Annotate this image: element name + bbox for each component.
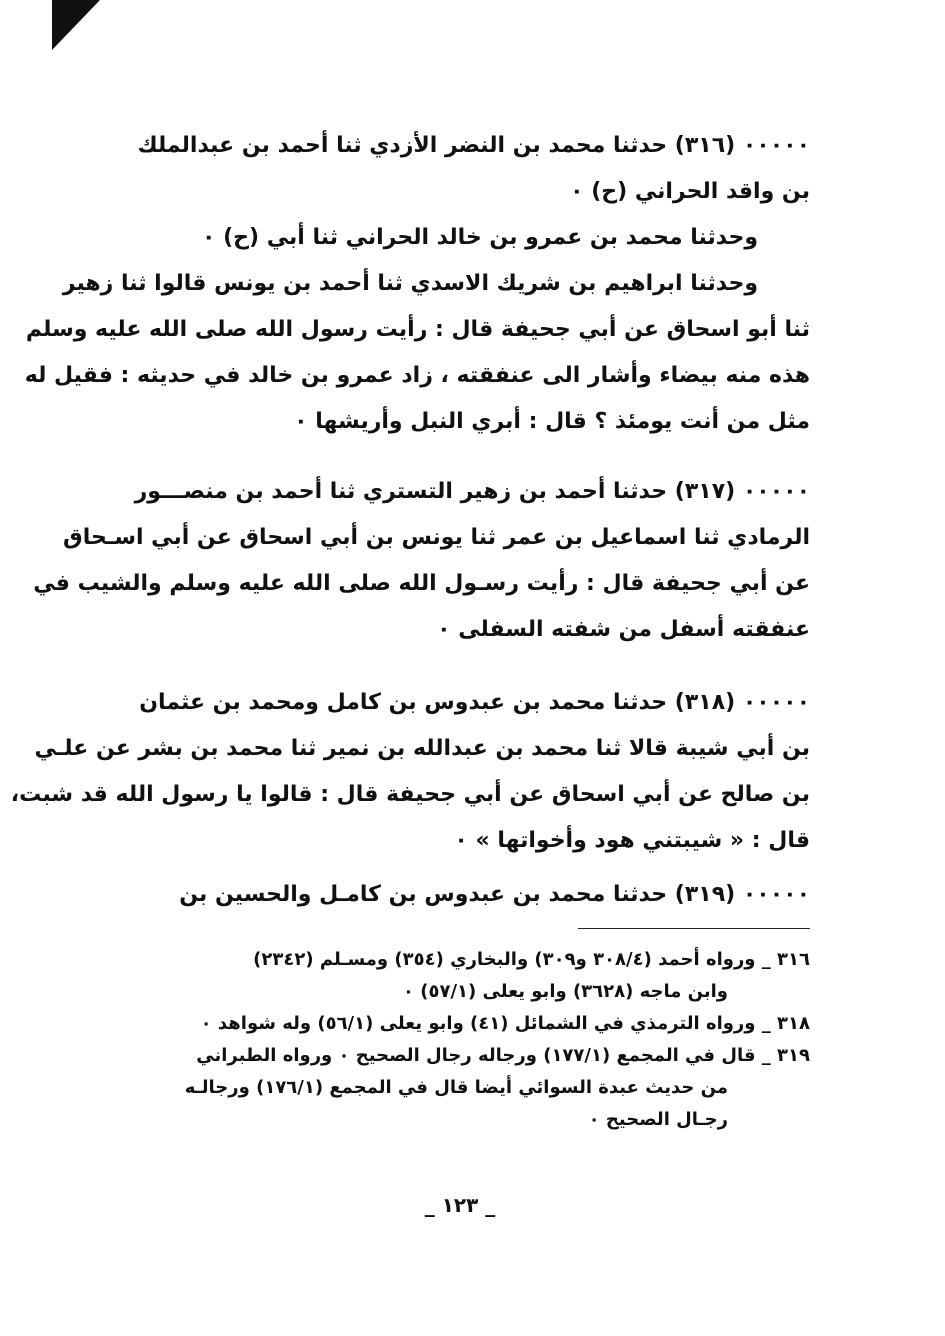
hadith-318-line-1: ٠٠٠٠٠ (٣١٨) حدثنا محمد بن عبدوس بن كامل ومحمد بن عثمان bbox=[139, 690, 810, 715]
hadith-317-block bbox=[33, 469, 810, 653]
hadith-316-line-2: بن واقد الحراني (ح) ٠ bbox=[570, 179, 810, 204]
hadith-318-line-4: قال : « شيبتني هود وأخواتها » ٠ bbox=[454, 828, 810, 853]
hadith-317-line-3: عن أبي جحيفة قال : رأيت رسـول الله صلى الله عليه وسلم والشيب في bbox=[33, 571, 810, 596]
corner-triangle-mark bbox=[52, 0, 100, 50]
hadith-317-line-2: الرمادي ثنا اسماعيل بن عمر ثنا يونس بن أبي اسحاق عن أبي اسـحاق bbox=[63, 525, 810, 550]
hadith-316-line-4: وحدثنا ابراهيم بن شريك الاسدي ثنا أحمد بن يونس قالوا ثنا زهير bbox=[62, 271, 758, 296]
footnote-319-line-1: ٣١٩ _ قال في المجمع (١٧٧/١) ورجاله رجال الصحيح ٠ ورواه الطبراني bbox=[196, 1045, 810, 1066]
footnote-316-line-2: وابن ماجه (٣٦٢٨) وابو يعلى (٥٧/١) ٠ bbox=[402, 981, 728, 1002]
hadith-316-line-1: ٠٠٠٠٠ (٣١٦) حدثنا محمد بن النضر الأزدي ثنا أحمد بن عبدالملك bbox=[137, 133, 810, 158]
hadith-319-line-1: ٠٠٠٠٠ (٣١٩) حدثنا محمد بن عبدوس بن كامـل والحسين بن bbox=[179, 882, 810, 907]
hadith-318-line-3: بن صالح عن أبي اسحاق عن أبي جحيفة قال : قالوا يا رسول الله قد شبت، bbox=[10, 782, 810, 807]
footnote-319-line-3: رجـال الصحيح ٠ bbox=[588, 1109, 728, 1130]
footnote-316-line-1: ٣١٦ _ ورواه أحمد (٣٠٨/٤ و٣٠٩) والبخاري (٣٥٤) ومسـلم (٢٣٤٢) bbox=[253, 949, 810, 970]
hadith-316-line-6: هذه منه بيضاء وأشار الى عنفقته ، زاد عمرو بن خالد في حديثه : فقيل له bbox=[24, 363, 810, 388]
hadith-317-line-1: ٠٠٠٠٠ (٣١٧) حدثنا أحمد بن زهير التستري ثنا أحمد بن منصـــور bbox=[134, 479, 810, 504]
hadith-317-line-4: عنفقته أسفل من شفته السفلى ٠ bbox=[437, 617, 810, 642]
footnotes bbox=[105, 944, 810, 1136]
footnote-319-line-2: من حديث عبدة السوائي أيضا قال في المجمع (١٧٦/١) ورجالـه bbox=[184, 1077, 728, 1098]
hadith-319-block bbox=[105, 872, 810, 918]
hadith-316-line-7: مثل من أنت يومئذ ؟ قال : أبري النبل وأريشها ٠ bbox=[294, 409, 810, 434]
hadith-316-block bbox=[24, 123, 810, 445]
hadith-316-line-3: وحدثنا محمد بن عمرو بن خالد الحراني ثنا أبي (ح) ٠ bbox=[202, 225, 758, 250]
page-number: _ ١٢٣ _ bbox=[424, 1193, 496, 1217]
hadith-318-line-2: بن أبي شيبة قالا ثنا محمد بن عبدالله بن نمير ثنا محمد بن بشر عن علـي bbox=[34, 736, 810, 761]
hadith-316-line-5: ثنا أبو اسحاق عن أبي جحيفة قال : رأيت رسول الله صلى الله عليه وسلم bbox=[25, 317, 810, 342]
hadith-318-block bbox=[10, 680, 810, 864]
footnote-318-line-1: ٣١٨ _ ورواه الترمذي في الشمائل (٤١) وابو يعلى (٥٦/١) وله شواهد ٠ bbox=[200, 1013, 810, 1034]
footnote-divider bbox=[578, 928, 810, 929]
